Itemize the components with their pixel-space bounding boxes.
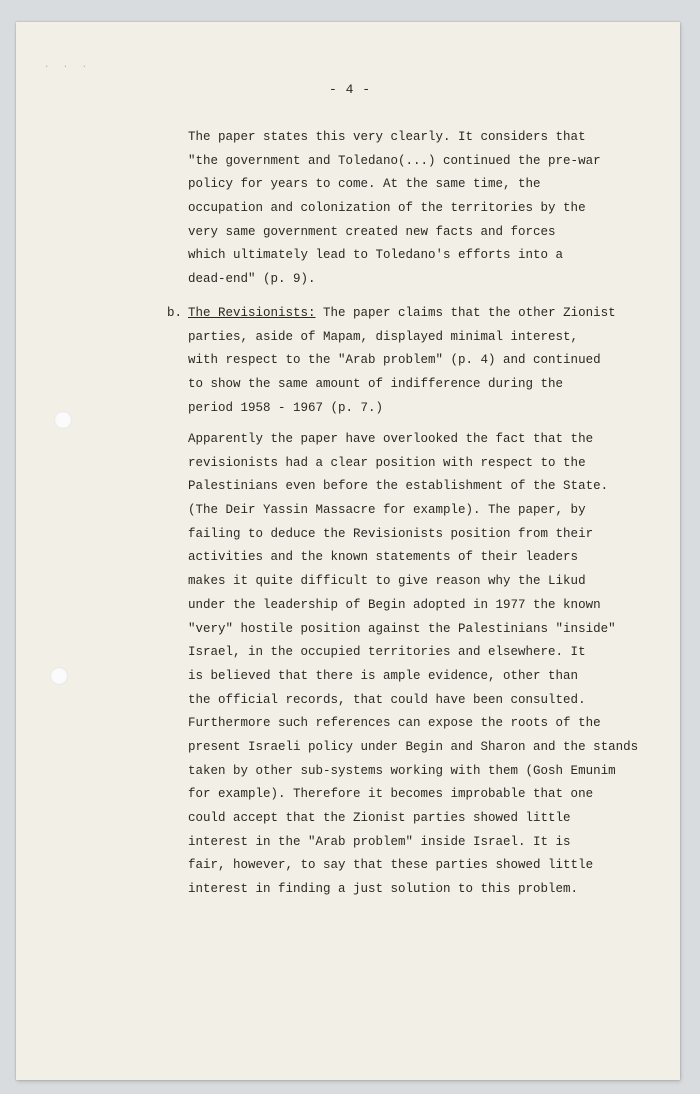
text-line: taken by other sub-systems working with them (Gosh Emunim [188, 763, 616, 778]
text-line: occupation and colonization of the territories by the [188, 201, 586, 216]
text-line: fair, however, to say that these parties showed little [188, 858, 594, 873]
text-line: The paper states this very clearly. It considers that [188, 130, 586, 144]
paragraph-critique [188, 428, 638, 902]
text-line: Israel, in the occupied territories and elsewhere. It [188, 645, 586, 660]
text-line: which ultimately lead to Toledano's efforts into a [188, 248, 564, 263]
section-revisionists [188, 302, 616, 420]
text-line: dead-end" (p. 9). [188, 272, 316, 287]
text-line: "very" hostile position against the Palestinians "inside" [188, 621, 616, 636]
text-line: very same government created new facts and forces [188, 224, 556, 239]
text-line: present Israeli policy under Begin and Sharon and the stands [188, 739, 639, 754]
text-line: "the government and Toledano(...) continued the pre-war [188, 153, 601, 168]
text-line: parties, aside of Mapam, displayed minimal interest, [188, 329, 579, 344]
text-line: under the leadership of Begin adopted in 1977 the known [188, 597, 601, 612]
text-line: is believed that there is ample evidence, other than [188, 668, 579, 683]
document-page [16, 22, 680, 1080]
section-marker: b. [167, 306, 183, 320]
text-line: period 1958 - 1967 (p. 7.) [188, 400, 384, 415]
page-number: - 4 - [329, 82, 371, 97]
text-line: the official records, that could have been consulted. [188, 692, 586, 707]
text-fragment: The paper claims that the other Zionist [315, 306, 616, 320]
punch-hole-upper [54, 411, 72, 429]
text-line: could accept that the Zionist parties showed little [188, 811, 571, 825]
text-line: makes it quite difficult to give reason why the Likud [188, 574, 586, 589]
text-line: failing to deduce the Revisionists position from their [188, 526, 594, 541]
text-line: with respect to the "Arab problem" (p. 4) and continued [188, 353, 601, 368]
paper-specks: . . . [44, 60, 92, 70]
paragraph-toledano [188, 126, 601, 292]
text-line: Apparently the paper have overlooked the fact that the [188, 432, 594, 446]
text-line: for example). Therefore it becomes improbable that one [188, 787, 594, 802]
text-line: (The Deir Yassin Massacre for example). The paper, by [188, 503, 586, 518]
punch-hole-lower [50, 667, 68, 685]
text-line: to show the same amount of indifference during the [188, 377, 564, 392]
text-line: interest in finding a just solution to this problem. [188, 882, 579, 897]
section-heading: The Revisionists: [188, 306, 316, 320]
text-line: Palestinians even before the establishment of the State. [188, 479, 609, 494]
text-line: revisionists had a clear position with respect to the [188, 455, 586, 470]
section-first-line [188, 302, 616, 326]
text-line: Furthermore such references can expose the roots of the [188, 716, 601, 731]
text-line: policy for years to come. At the same time, the [188, 177, 541, 192]
text-line: activities and the known statements of their leaders [188, 550, 579, 565]
text-line: interest in the "Arab problem" inside Israel. It is [188, 834, 571, 849]
